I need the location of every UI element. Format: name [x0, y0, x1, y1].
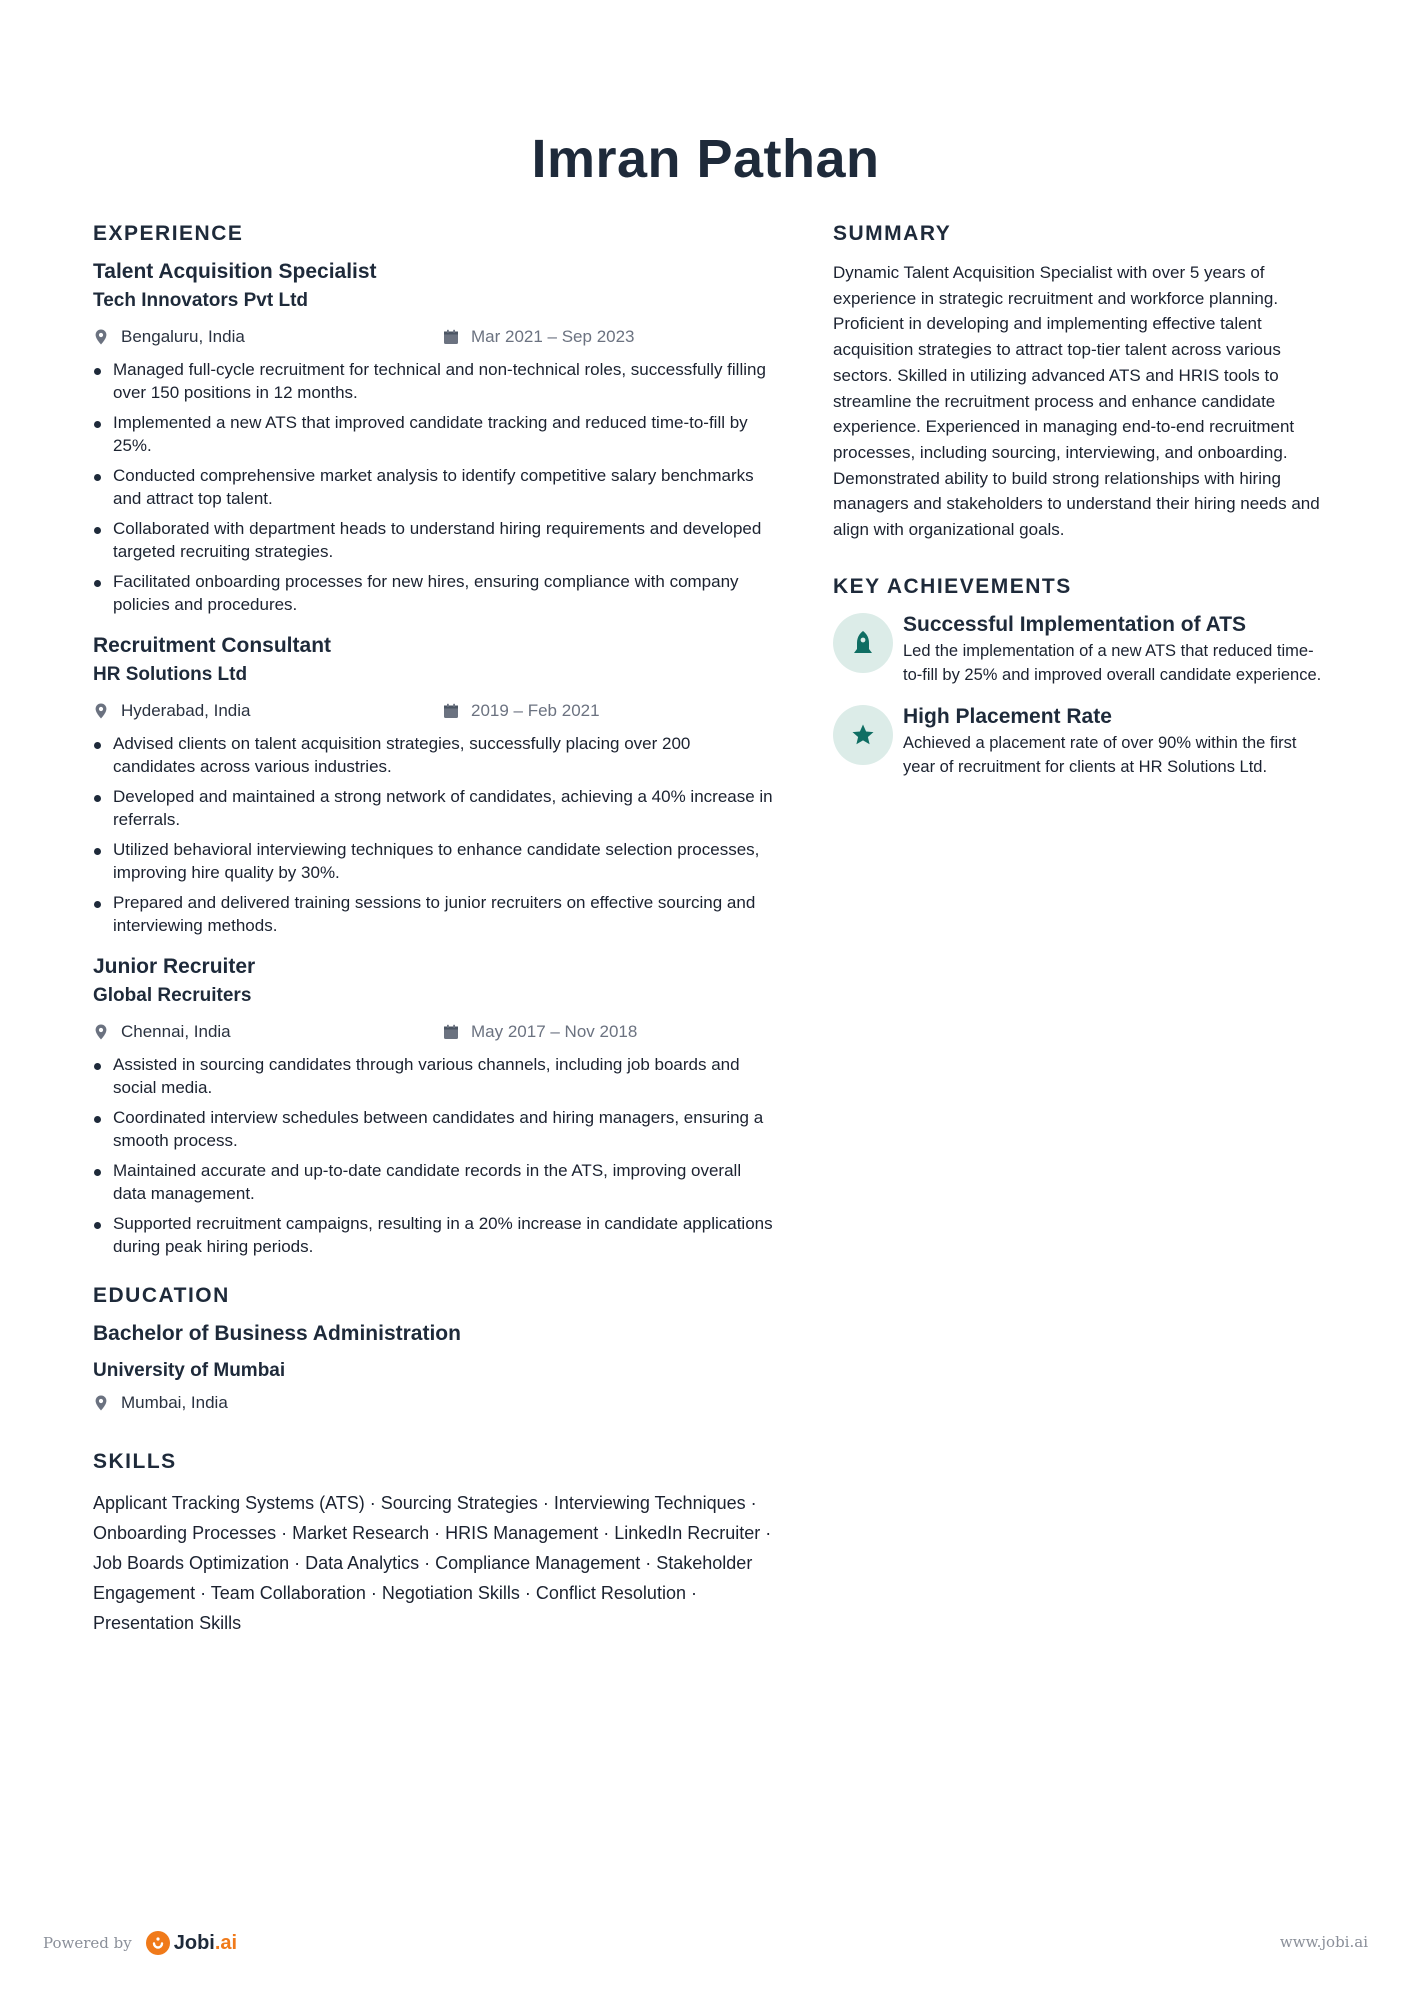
job-bullets — [93, 1053, 773, 1258]
education-location-text: Mumbai, India — [121, 1393, 228, 1412]
experience-section — [93, 222, 773, 1258]
education-school: University of Mumbai — [93, 1360, 286, 1381]
job-bullet: Conducted comprehensive market analysis to identify competitive salary benchmarks and attract top talent. — [93, 464, 773, 510]
footer-powered-by — [43, 1931, 237, 1955]
right-column — [833, 222, 1323, 797]
footer-url[interactable]: www.jobi.ai — [1279, 1933, 1368, 1951]
location-pin-icon — [93, 329, 109, 345]
job-dates-text: May 2017 – Nov 2018 — [471, 1022, 638, 1041]
education-degree: Bachelor of Business Administration — [93, 1322, 461, 1345]
achievement-title: Successful Implementation of ATS — [903, 612, 1247, 636]
achievements-section — [833, 575, 1323, 779]
job-title: Talent Acquisition Specialist — [93, 260, 377, 283]
summary-section — [833, 222, 1323, 543]
skills-section — [93, 1450, 773, 1638]
job-title: Recruitment Consultant — [93, 634, 332, 657]
job-location — [93, 1022, 443, 1042]
achievement-desc: Led the implementation of a new ATS that reduced time-to-fill by 25% and improved overall candidate experience. — [903, 641, 1322, 684]
job-bullet: Coordinated interview schedules between candidates and hiring managers, ensuring a smooth process. — [93, 1106, 773, 1152]
job-location — [93, 327, 443, 347]
job-bullets — [93, 358, 773, 616]
achievement-icon-badge — [833, 613, 893, 673]
jobi-logo-icon — [146, 1931, 170, 1955]
job-dates — [443, 1022, 637, 1042]
job-bullet: Implemented a new ATS that improved candidate tracking and reduced time-to-fill by 25%. — [93, 411, 773, 457]
achievement-title: High Placement Rate — [903, 704, 1112, 728]
education-heading: EDUCATION — [93, 1284, 230, 1307]
job-bullet: Prepared and delivered training sessions to junior recruiters on effective sourcing and interviewing methods. — [93, 891, 773, 937]
job-dates-text: Mar 2021 – Sep 2023 — [471, 327, 635, 346]
calendar-icon — [443, 329, 459, 345]
job-meta — [93, 326, 773, 348]
job-company: HR Solutions Ltd — [93, 664, 248, 685]
job-location-text: Hyderabad, India — [121, 701, 251, 720]
job-bullet: Utilized behavioral interviewing techniques to enhance candidate selection processes, improving hire quality by 30%. — [93, 838, 773, 884]
rocket-icon — [852, 630, 874, 656]
job-bullet: Supported recruitment campaigns, resulting in a 20% increase in candidate applications during peak hiring periods. — [93, 1212, 773, 1258]
job-bullet: Assisted in sourcing candidates through various channels, including job boards and social media. — [93, 1053, 773, 1099]
job-title: Junior Recruiter — [93, 955, 256, 978]
job-company: Tech Innovators Pvt Ltd — [93, 290, 309, 311]
jobi-logo-suffix: .ai — [214, 1931, 238, 1954]
education-section — [93, 1284, 773, 1414]
job-meta — [93, 1021, 773, 1043]
job-dates-text: 2019 – Feb 2021 — [471, 701, 600, 720]
job-bullet: Maintained accurate and up-to-date candidate records in the ATS, improving overall data management. — [93, 1159, 773, 1205]
achievement-item — [833, 613, 1323, 687]
job-bullet: Advised clients on talent acquisition strategies, successfully placing over 200 candidates across various industries. — [93, 732, 773, 778]
job-location — [93, 701, 443, 721]
job-entry — [93, 260, 773, 616]
experience-heading: EXPERIENCE — [93, 222, 244, 245]
location-pin-icon — [93, 703, 109, 719]
calendar-icon — [443, 1024, 459, 1040]
education-location — [93, 1393, 443, 1413]
star-icon — [851, 723, 875, 747]
job-entry — [93, 955, 773, 1258]
job-company: Global Recruiters — [93, 985, 252, 1006]
education-meta — [93, 1392, 773, 1414]
job-bullet: Facilitated onboarding processes for new hires, ensuring compliance with company policies and procedures. — [93, 570, 773, 616]
achievement-icon-badge — [833, 705, 893, 765]
job-bullets — [93, 732, 773, 937]
achievement-body — [903, 705, 1323, 779]
skills-list: Applicant Tracking Systems (ATS) · Sourcing Strategies · Interviewing Techniques · Onboarding Processes · Market Research · HRIS Management · LinkedIn Recruiter · Job Boards Optimization · Data Analytics · Compliance Management · Stakeholder Engagement · Team Collaboration · Negotiation Skills · Conflict Resolution · Presentation Skills — [93, 1493, 772, 1633]
job-dates — [443, 701, 600, 721]
job-location-text: Bengaluru, India — [121, 327, 245, 346]
job-entry — [93, 634, 773, 937]
location-pin-icon — [93, 1024, 109, 1040]
summary-text: Dynamic Talent Acquisition Specialist with over 5 years of experience in strategic recruitment and workforce planning. Proficient in developing and implementing effective talent acquisition strategies to attract top-tier talent across various sectors. Skilled in utilizing advanced ATS and HRIS tools to streamline the recruitment process and enhance candidate experience. Experienced in managing end-to-end recruitment processes, including sourcing, interviewing, and onboarding. Demonstrated ability to build strong relationships with hiring managers and stakeholders to understand their hiring needs and align with organizational goals. — [833, 263, 1320, 540]
powered-by-label: Powered by — [43, 1934, 132, 1952]
jobi-logo-main: Jobi — [173, 1931, 215, 1954]
jobi-logo-text — [174, 1932, 237, 1955]
achievement-item — [833, 705, 1323, 779]
summary-heading: SUMMARY — [833, 222, 952, 245]
job-location-text: Chennai, India — [121, 1022, 231, 1041]
location-pin-icon — [93, 1395, 109, 1411]
skills-heading: SKILLS — [93, 1450, 177, 1473]
job-list — [93, 260, 773, 1258]
jobi-logo[interactable] — [146, 1931, 237, 1955]
job-meta — [93, 700, 773, 722]
job-dates — [443, 327, 635, 347]
calendar-icon — [443, 703, 459, 719]
achievement-body — [903, 613, 1323, 687]
left-column — [93, 222, 773, 1638]
job-bullet: Developed and maintained a strong network of candidates, achieving a 40% increase in referrals. — [93, 785, 773, 831]
achievements-heading: KEY ACHIEVEMENTS — [833, 574, 1072, 598]
job-bullet: Managed full-cycle recruitment for technical and non-technical roles, successfully filling over 150 positions in 12 months. — [93, 358, 773, 404]
job-bullet: Collaborated with department heads to understand hiring requirements and developed targeted recruiting strategies. — [93, 517, 773, 563]
candidate-name: Imran Pathan — [531, 129, 880, 189]
achievement-desc: Achieved a placement rate of over 90% within the first year of recruitment for clients at HR Solutions Ltd. — [903, 733, 1297, 776]
